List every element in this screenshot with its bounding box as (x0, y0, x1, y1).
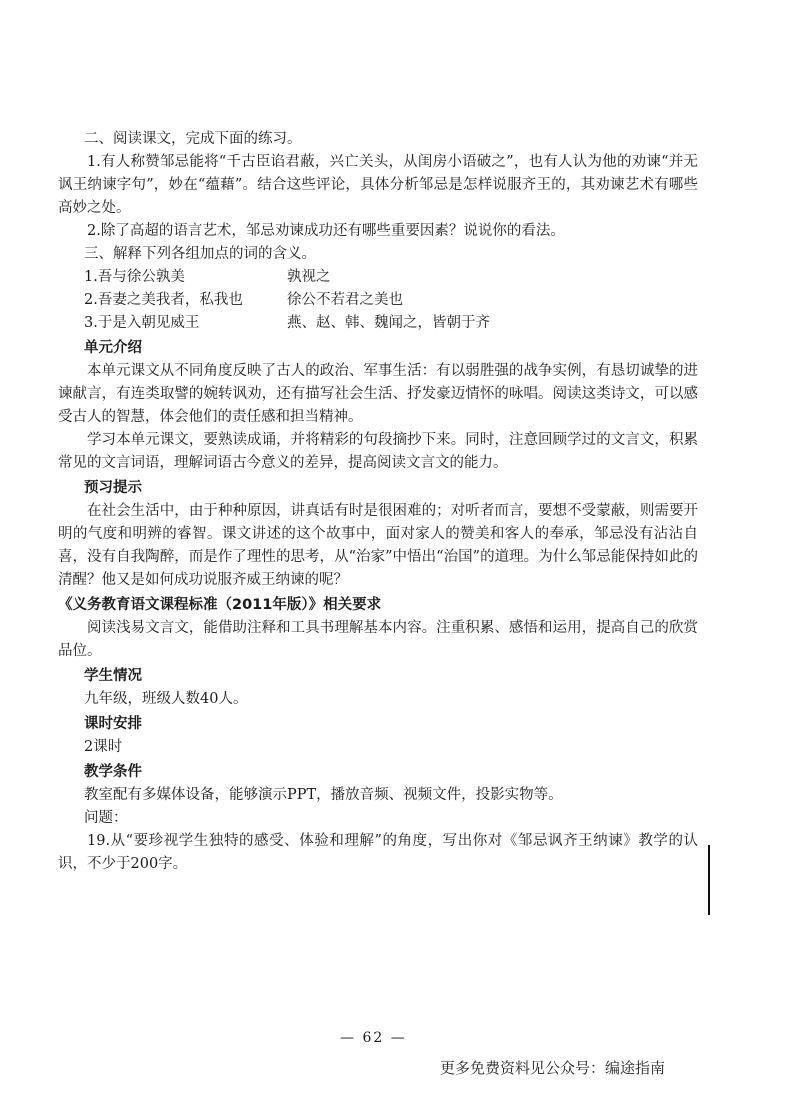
standard-heading: 《义务教育语文课程标准（2011年版）》相关要求 (58, 597, 382, 613)
question-label: 问题： (84, 810, 128, 826)
word-pair-left: 2.吾妻之美我者，私我也 (84, 292, 243, 308)
word-pair-right: 燕、赵、韩、魏闻之，皆朝于齐 (287, 315, 490, 331)
document-body (58, 128, 698, 876)
margin-rule (708, 845, 710, 915)
footer-note: 更多免费资料见公众号：编途指南 (440, 1059, 666, 1077)
word-pair-row (58, 266, 698, 289)
standard-paragraph: 阅读浅易文言文，能借助注释和工具书理解基本内容。注重积累、感悟和运用，提高自己的欣赏品位。 (58, 620, 698, 659)
unit-intro-paragraph-1: 本单元课文从不同角度反映了古人的政治、军事生活：有以弱胜强的战争实例，有恳切诚挚的进谏献言，有连类取譬的婉转讽劝，还有描写社会生活、抒发豪迈情怀的咏唱。阅读这类诗文，可以感受古人的智慧，体会他们的责任感和担当精神。 (58, 363, 698, 425)
word-pair-left: 1.吾与徐公孰美 (84, 269, 185, 285)
section3-title: 三、解释下列各组加点的词的含义。 (84, 246, 316, 262)
students-heading: 学生情况 (84, 668, 142, 684)
conditions-text: 教室配有多媒体设备，能够演示PPT，播放音频、视频文件，投影实物等。 (84, 787, 563, 803)
preview-heading: 预习提示 (84, 480, 142, 496)
word-pair-row (58, 289, 698, 312)
section2-title: 二、阅读课文，完成下面的练习。 (84, 131, 302, 147)
conditions-heading: 教学条件 (84, 764, 142, 780)
word-pair-left: 3.于是入朝见威王 (84, 315, 200, 331)
word-pair-row (58, 312, 698, 335)
page-number: — 62 — (340, 1030, 407, 1046)
schedule-text: 2课时 (84, 739, 123, 755)
students-text: 九年级，班级人数40人。 (84, 691, 248, 707)
unit-intro-heading: 单元介绍 (84, 340, 142, 356)
question-19: 19.从“要珍视学生独特的感受、体验和理解”的角度，写出你对《邹忌讽齐王纳谏》教学的认识，不少于200字。 (58, 833, 698, 872)
schedule-heading: 课时安排 (84, 716, 142, 732)
unit-intro-paragraph-2: 学习本单元课文，要熟读成诵，并将精彩的句段摘抄下来。同时，注意回顾学过的文言文，积累常见的文言词语，理解词语古今意义的差异，提高阅读文言文的能力。 (58, 432, 698, 471)
word-pair-right: 孰视之 (287, 269, 331, 285)
section2-question-1: 1.有人称赞邹忌能将“千古臣谄君蔽，兴亡关头，从闺房小语破之”，也有人认为他的劝谏“并无讽王纳谏字句”，妙在“蕴藉”。结合这些评论，具体分析邹忌是怎样说服齐王的，其劝谏艺术有哪些高妙之处。 (58, 154, 698, 216)
section2-question-2: 2.除了高超的语言艺术，邹忌劝谏成功还有哪些重要因素？说说你的看法。 (87, 223, 565, 239)
preview-paragraph: 在社会生活中，由于种种原因，讲真话有时是很困难的；对听者而言，要想不受蒙蔽，则需要开明的气度和明辨的睿智。课文讲述的这个故事中，面对家人的赞美和客人的奉承，邹忌没有沾沾自喜，没有自我陶醉，而是作了理性的思考，从“治家”中悟出“治国”的道理。为什么邹忌能保持如此的清醒？他又是如何成功说服齐威王纳谏的呢？ (58, 503, 698, 588)
word-pair-right: 徐公不若君之美也 (287, 292, 403, 308)
